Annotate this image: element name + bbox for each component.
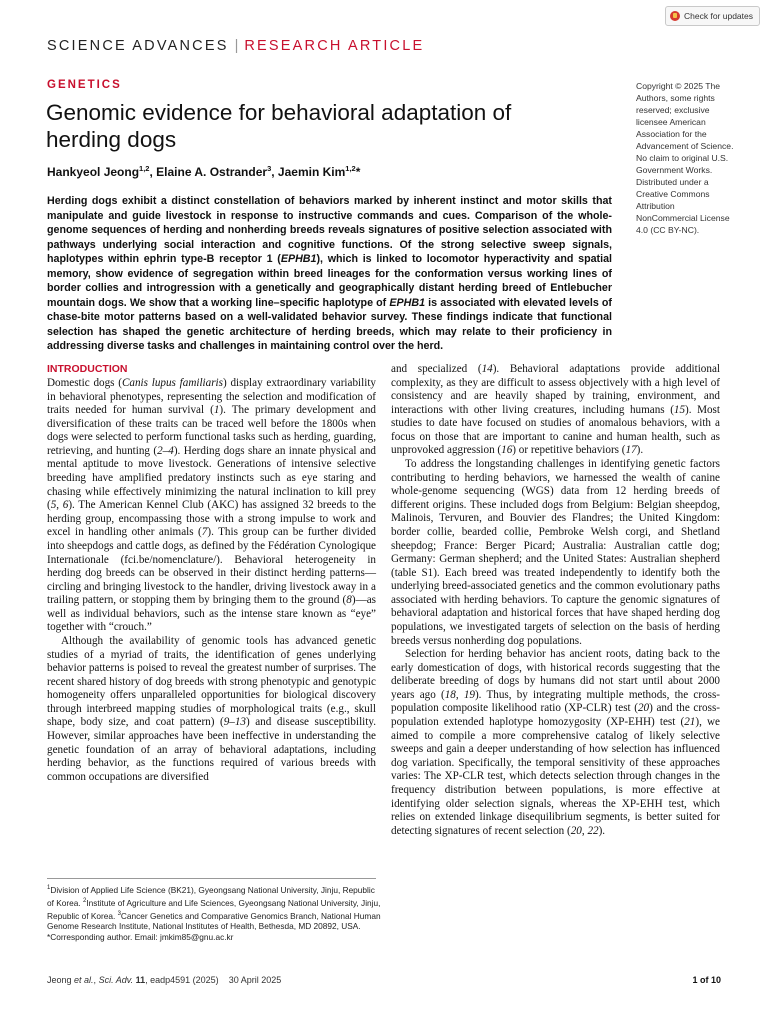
author-affiliation: 1,2 (345, 164, 356, 173)
article-title: Genomic evidence for behavioral adaptation of herding dogs (46, 100, 512, 152)
citation-link[interactable]: 16 (501, 444, 513, 457)
citation-link[interactable]: 7 (201, 526, 208, 539)
citation-link[interactable]: 22 (587, 824, 599, 837)
affiliations: $^1$Division of Applied Life Science (BK21), Gyeongsang National University, Jinju, Republic of Korea. $^2$Institute of Agriculture and Life Sciences, Gyeongsang National University, Jinju, Republic of Korea. $^3$Cancer Genetics and Comparative Genomics Branch, National Human Genome Research Institute, National Institutes of Health, Bethesda, MD 20892, USA. (47, 884, 381, 932)
citation-link[interactable]: 2–4 (157, 444, 174, 457)
citation-link[interactable]: 15 (673, 403, 686, 416)
citation-link[interactable]: 14 (481, 363, 493, 375)
author-name[interactable]: Elaine A. Ostrander (156, 165, 268, 179)
body-column-right (391, 363, 720, 838)
header-separator: | (234, 38, 239, 54)
citation-footer: Jeong et al., Sci. Adv. 11, eadp4591 (2025) 30 April 2025 (47, 975, 282, 985)
check-for-updates-label: Check for updates (684, 11, 753, 21)
check-for-updates-button[interactable] (665, 6, 760, 26)
body-column-left (47, 363, 376, 784)
section-heading-introduction: INTRODUCTION (47, 363, 128, 375)
citation-link[interactable]: 6 (62, 499, 69, 512)
citation-link[interactable]: 18 (444, 688, 456, 701)
citation-link[interactable]: 17 (625, 444, 637, 457)
citation-link[interactable]: 1 (213, 404, 220, 417)
author-list: Hankyeol Jeong$^{1,2}$, Elaine A. Ostrander$^3$, Jaemin Kim$^{1,2}$* (47, 164, 361, 179)
abstract: Herding dogs exhibit a distinct constellation of behaviors marked by inherent instinct and motor skills that manipulate and guide livestock in response to instructive commands and cues. Comparison of the whole-genome sequences of herding and nonherding breeds reveals signatures of positive selection associated with pathways underlying social interaction and cognitive functions. Of the strong selective sweep signals, haplotypes within ephrin type-B receptor 1 (EPHB1), which is linked to locomotor hyperactivity and spatial memory, show evidence of segregation within breed lineages for the conformation versus working lines of border collies and introgression with a genetically and geographically distant herding breed of Entlebucher mountain dogs. We show that a working line–specific haplotype of EPHB1 is associated with elevated levels of chase-bite motor patterns based on a well-validated behavior survey. These findings indicate that functional selection has shaped the genetic architecture of herding breeds, which may relate to their proficiency in addressing diverse tasks and challenges in maintaining control over the herd. (47, 195, 612, 352)
crossmark-icon (670, 11, 680, 21)
journal-header (47, 38, 424, 54)
corresponding-author[interactable]: *Corresponding author. Email: jmkim85@gnu.ac.kr (47, 932, 234, 943)
author-name[interactable]: Jaemin Kim (277, 165, 346, 179)
article-type: RESEARCH ARTICLE (244, 38, 425, 54)
author-affiliation: 3 (267, 164, 272, 173)
citation-link[interactable]: 19 (463, 688, 475, 701)
paragraph: Domestic dogs (Canis lupus familiaris) display extraordinary variability in behavioral phenotypes, representing the selection and modification of traits needed for human survival (1). The primary development and diversification of these traits can be traced well before the 1800s when dogs were selected to perform functional tasks such as herding, guarding, retrieving, and hunting (2–4). Herding dogs share an innate physical and mental aptitude to move livestock. Generations of intensive selective breeding have amplified predatory instincts such as eye staring and chasing while effectively minimizing the natural inclination to kill prey (5, 6). The American Kennel Club (AKC) has assigned 32 breeds to the herding group, encompassing those with a strong impulse to work and excel in handling other animals (7). This group can be further divided into sheepdogs and cattle dogs, as defined by the Fédération Cynologique Internationale (fci.be/nomenclature/). Behavioral heterogeneity in herding dog breeds can be observed in their distinct herding patterns—circling and bringing livestock to the handler, driving livestock away in a trailing pattern, or stopping them by bringing them to the ground (8)—as well as individual behaviors, such as the intense stare known as “eye” together with “crouch.” (47, 377, 376, 634)
section-tag: GENETICS (47, 79, 122, 91)
paragraph: Selection for herding behavior has ancient roots, dating back to the early domestication of dogs, with historical records suggesting that the deliberate breeding of dogs by humans did not start until about 2000 years ago (18, 19). Thus, by integrating multiple methods, the cross-population composite likelihood ratio (XP-CLR) test (20) and the cross-population extended haplotype homozygosity (XP-EHH) test (21), we aimed to compile a more comprehensive catalog of likely selective sweeps and gain a deeper understanding of how selection has influenced dog variation. Specifically, the temporal sensitivity of these approaches varies: The XP-CLR test, which detects selection through changes in the frequency distribution between populations, is more effective at identifying older selection signals, whereas the XP-EHH test, which relies on extended linkage disequilibrium segments, is better suited for detecting signatures of recent selection (20, 22). (391, 648, 720, 837)
journal-name: SCIENCE ADVANCES (47, 38, 229, 54)
author-name[interactable]: Hankyeol Jeong (47, 165, 140, 179)
paragraph: Although the availability of genomic tools has advanced genetic studies of a myriad of traits, the identification of genes underlying behavior patterns is poised to reveal the greatest number of surprises. The recent shared history of dog breeds with strong phenotypic and genotypic homogeneity offers unparalleled opportunities for biological discovery through interbreed mapping studies of morphological traits (e.g., skull shape, body size, and coat pattern) (9–13) and disease susceptibility. However, similar approaches have been ineffective in understanding the genetic foundation of an array of behavioral adaptations, including herding behavior, as the functions required of various breeds with common occupations are diversified (47, 634, 376, 783)
paragraph: and specialized (14). Behavioral adaptations provide additional complexity, as they are difficult to assess objectively with a high level of consistency and are heavily shaped by training, environment, and interactions with other living creatures, including humans (15). Most studies to date have focused on studies of anomalous behaviors, with a focus on those that are important to canine and human health, such as unprovoked aggression (16) or repetitive behaviors (17). (391, 363, 720, 457)
paragraph: To address the longstanding challenges in identifying genetic factors contributing to herding behaviors, we harnessed the wealth of canine whole-genome sequencing (WGS) data from 12 herding breeds of different origins. These included dogs from Belgium: Belgian sheepdog, Malinois, Tervuren, and Bouvier des Flandres; the United Kingdom: border collie, bearded collie, Pembroke Welsh corgi, and Shetland sheepdog; France: Berger Picard; Australia: Australian cattle dog; Germany: German shepherd; and the United States: Australian shepherd (table S1). Each breed was treated independently to identify both the underlying breed-associated genetics and the common evolutionary paths associated with herding behaviors. To capture the genomic signatures of behavioral adaptation and historical forces that have shaped herding dog populations, we investigated targets of selection on the basis of herding breeds versus nonherding dog populations. (391, 458, 720, 647)
author-affiliation: 1,2 (139, 164, 150, 173)
citation-link[interactable]: 5 (50, 499, 57, 512)
page-number: 1 of 10 (692, 975, 721, 985)
citation-link[interactable]: 8 (346, 594, 352, 607)
citation-link[interactable]: 9–13 (223, 716, 246, 729)
citation-link[interactable]: 20 (637, 702, 650, 715)
affiliation-footnotes (47, 883, 382, 943)
copyright-notice: Copyright © 2025 The Authors, some rights reserved; exclusive licensee American Association for the Advancement of Science. No claim to original U.S. Government Works. Distributed under a Creative Commons Attribution NonCommercial License 4.0 (CC BY-NC). (636, 81, 734, 235)
footnote-divider (47, 878, 376, 879)
citation-link[interactable]: 21 (684, 716, 696, 729)
citation-link[interactable]: 20 (570, 824, 582, 837)
corresponding-mark: * (355, 165, 361, 179)
